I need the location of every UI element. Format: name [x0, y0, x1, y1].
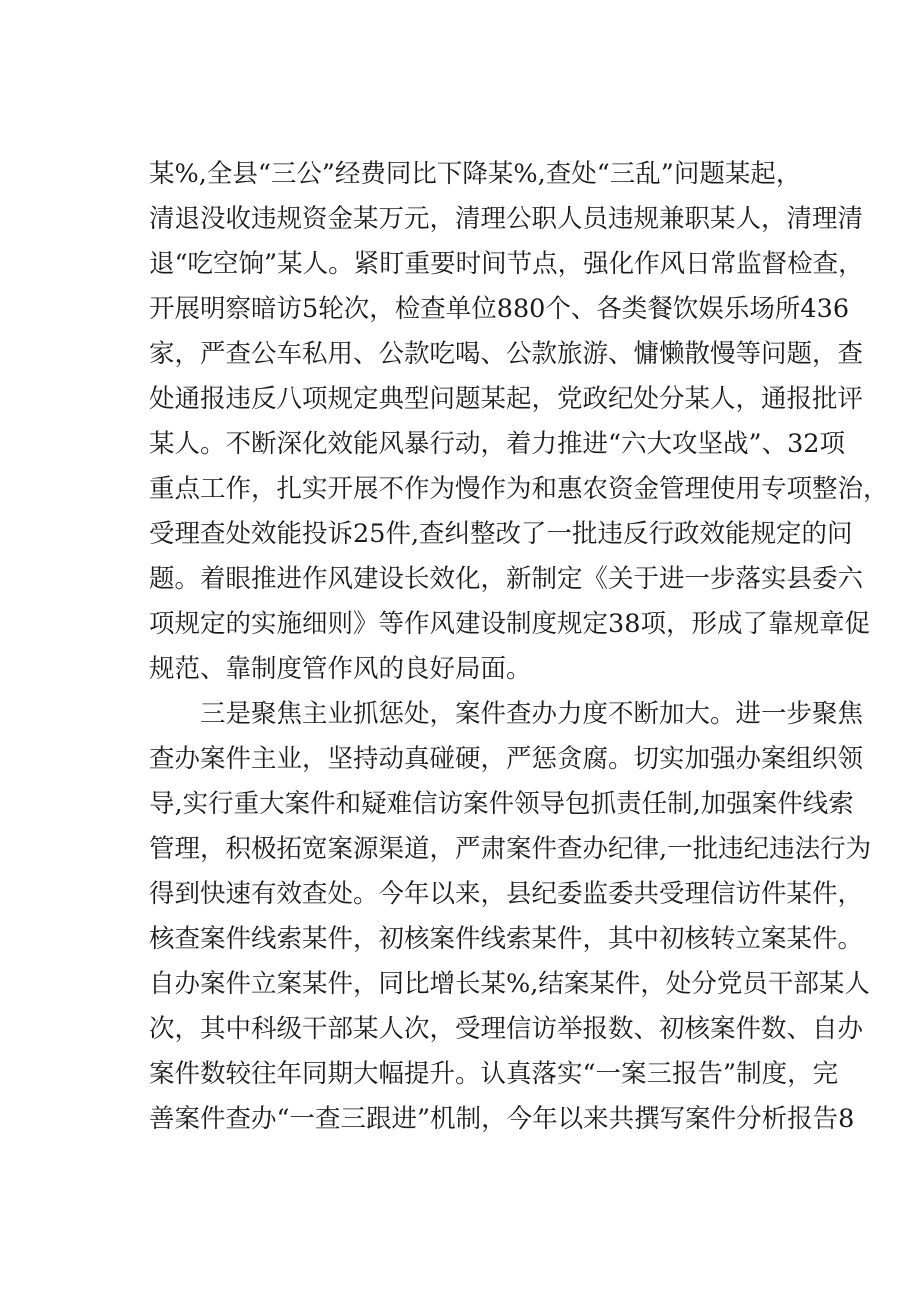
- text-line: 处通报违反八项规定典型问题某起，党政纪处分某人，通报批评: [149, 384, 864, 414]
- text-line: 管理，积极拓宽案源渠道，严肃案件查办纪律,一批违纪违法行为: [149, 834, 872, 864]
- text-line: 查办案件主业，坚持动真碰硬，严惩贪腐。切实加强办案组织领: [149, 744, 864, 774]
- text-line: 得到快速有效查处。今年以来，县纪委监委共受理信访件某件，: [149, 879, 864, 909]
- text-line: 导,实行重大案件和疑难信访案件领导包抓责任制,加强案件线索: [149, 789, 854, 819]
- text-line: 自办案件立案某件，同比增长某%,结案某件，处分党员干部某人: [149, 969, 870, 999]
- text-line: 规范、靠制度管作风的良好局面。: [149, 654, 532, 684]
- text-line: 受理查处效能投诉25件,查纠整改了一批违反行政效能规定的问: [149, 519, 853, 549]
- text-line: 开展明察暗访5轮次，检查单位880个、各类餐饮娱乐场所436: [149, 294, 850, 324]
- text-line: 三是聚焦主业抓惩处，案件查办力度不断加大。进一步聚焦: [200, 699, 864, 729]
- text-line: 某%,全县“三公”经费同比下降某%,查处“三乱”问题某起，: [149, 159, 802, 189]
- text-line: 案件数较往年同期大幅提升。认真落实“一案三报告”制度，完: [149, 1059, 839, 1089]
- text-line: 退“吃空饷”某人。紧盯重要时间节点，强化作风日常监督检查，: [149, 249, 864, 279]
- text-line: 某人。不断深化效能风暴行动，着力推进“六大攻坚战”、32项: [149, 429, 846, 459]
- text-line: 清退没收违规资金某万元，清理公职人员违规兼职某人，清理清: [149, 204, 864, 234]
- text-line: 次，其中科级干部某人次，受理信访举报数、初核案件数、自办: [149, 1014, 864, 1044]
- text-line: 题。着眼推进作风建设长效化，新制定《关于进一步落实县委六: [149, 564, 864, 594]
- text-line: 核查案件线索某件，初核案件线索某件，其中初核转立案某件。: [149, 924, 864, 954]
- text-line: 善案件查办“一查三跟进”机制，今年以来共撰写案件分析报告8: [149, 1104, 855, 1134]
- text-line: 家，严查公车私用、公款吃喝、公款旅游、慵懒散慢等问题，查: [149, 339, 864, 369]
- text-line: 项规定的实施细则》等作风建设制度规定38项，形成了靠规章促: [149, 609, 870, 639]
- text-line: 重点工作，扎实开展不作为慢作为和惠农资金管理使用专项整治，: [149, 474, 889, 504]
